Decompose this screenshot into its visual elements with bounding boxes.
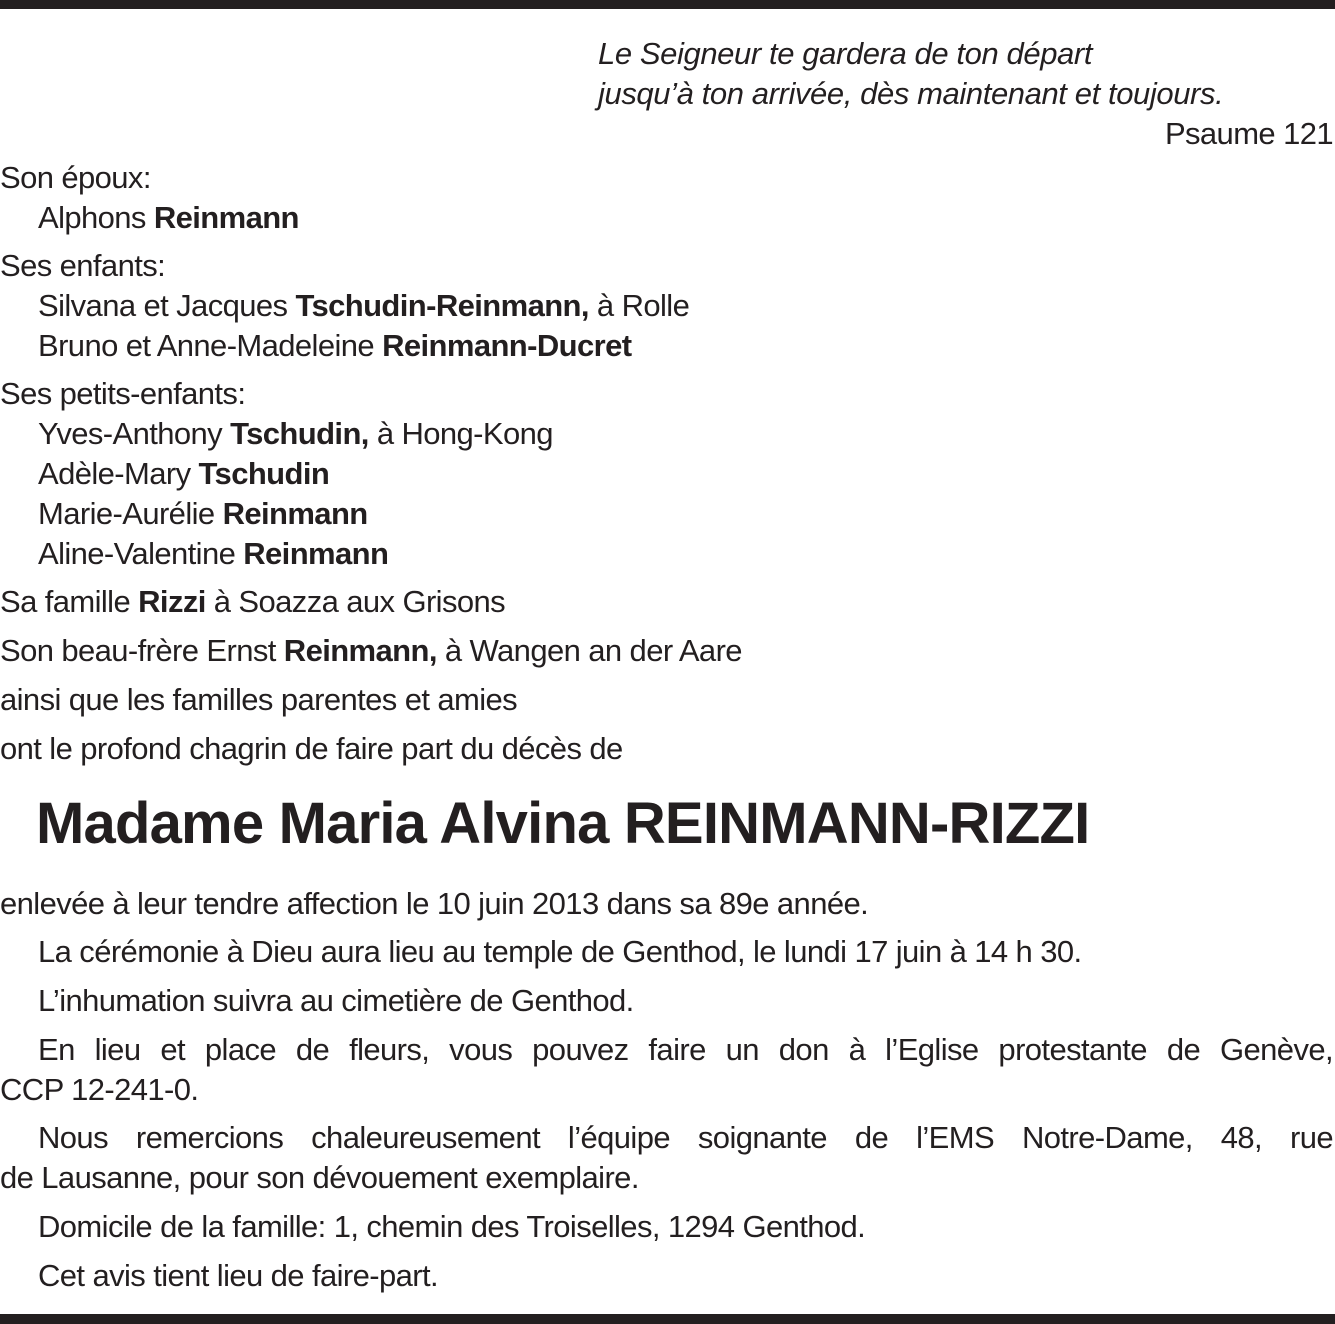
place: à Wangen an der Aare — [444, 633, 742, 668]
thanks-line-2: de Lausanne, pour son dévouement exemplaire. — [0, 1160, 639, 1195]
last-name: Reinmann — [243, 536, 389, 571]
first-name: Silvana et Jacques — [38, 288, 288, 323]
brother-in-law-line — [0, 631, 742, 671]
first-name: Yves-Anthony — [38, 416, 223, 451]
thanks-line-1: Nous remercions chaleureusement l’équipe soignante de l’EMS Notre-Dame, 48, rue — [38, 1120, 1333, 1155]
donation-line-2: CCP 12-241-0. — [0, 1072, 199, 1107]
verse-reference: Psaume 121 — [1164, 116, 1333, 151]
spouse-label: Son époux: — [0, 160, 151, 195]
passing-line: enlevée à leur tendre affection le 10 juin 2013 dans sa 89e année. — [0, 886, 869, 921]
last-name: Reinmann-Ducret — [382, 328, 632, 363]
grandchild-entry — [38, 414, 553, 454]
first-name: Bruno et Anne-Madeleine — [38, 328, 375, 363]
last-name: Tschudin — [198, 456, 330, 491]
prefix: Son beau-frère Ernst — [0, 633, 276, 668]
other-families-line: ainsi que les familles parentes et amies — [0, 682, 518, 717]
place: à Soazza aux Grisons — [213, 584, 506, 619]
last-name: Reinmann, — [283, 633, 437, 668]
grandchild-entry — [38, 534, 388, 574]
rizzi-family-line — [0, 582, 505, 622]
verse-line-1: Le Seigneur te gardera de ton départ — [598, 36, 1093, 71]
children-label: Ses enfants: — [0, 248, 166, 283]
grandchild-entry — [38, 494, 368, 534]
last-name: Reinmann — [222, 496, 368, 531]
last-name: Reinmann — [153, 200, 299, 235]
prefix: Sa famille — [0, 584, 131, 619]
last-name: Tschudin-Reinmann, — [295, 288, 589, 323]
notice-line: Cet avis tient lieu de faire-part. — [38, 1258, 439, 1293]
burial-line: L’inhumation suivra au cimetière de Genthod. — [38, 983, 634, 1018]
first-name: Adèle-Mary — [38, 456, 191, 491]
top-border-rule — [0, 0, 1335, 9]
first-name: Aline-Valentine — [38, 536, 236, 571]
bottom-border-rule — [0, 1314, 1335, 1324]
child-entry — [38, 286, 689, 326]
verse-line-2: jusqu’à ton arrivée, dès maintenant et toujours. — [598, 76, 1224, 111]
domicile-line: Domicile de la famille: 1, chemin des Troiselles, 1294 Genthod. — [38, 1209, 866, 1244]
child-entry — [38, 326, 631, 366]
first-name: Marie-Aurélie — [38, 496, 215, 531]
last-name: Tschudin, — [230, 416, 369, 451]
spouse-entry — [38, 198, 299, 238]
last-name: Rizzi — [138, 584, 206, 619]
ceremony-line: La cérémonie à Dieu aura lieu au temple de Genthod, le lundi 17 juin à 14 h 30. — [38, 934, 1082, 969]
place: à Rolle — [596, 288, 690, 323]
grandchildren-label: Ses petits-enfants: — [0, 376, 246, 411]
announcement-line: ont le profond chagrin de faire part du décès de — [0, 731, 623, 766]
grandchild-entry — [38, 454, 329, 494]
first-name: Alphons — [38, 200, 146, 235]
place: à Hong-Kong — [376, 416, 553, 451]
deceased-name: Madame Maria Alvina REINMANN-RIZZI — [36, 791, 1090, 856]
donation-line-1: En lieu et place de fleurs, vous pouvez faire un don à l’Eglise protestante de Genève, — [38, 1032, 1333, 1067]
